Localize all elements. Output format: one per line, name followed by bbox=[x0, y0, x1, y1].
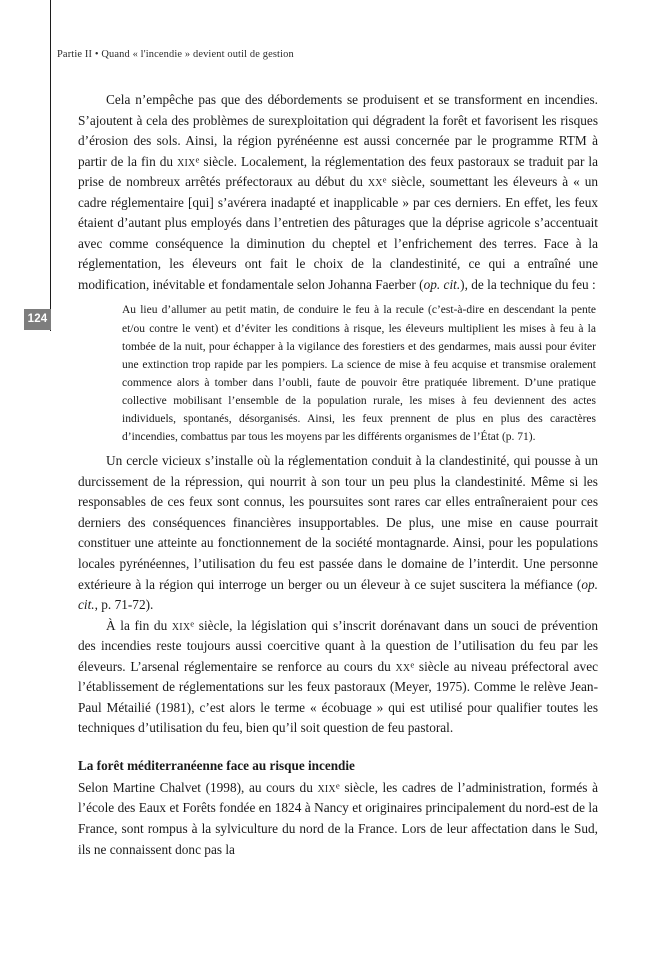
block-quotation bbox=[78, 301, 598, 446]
quotation-text: Au lieu d’allumer au petit matin, de conduire le feu à la recule (c’est-à-dire en descendant la pente et/ou contre le vent) et d’éviter les conditions à risque, les éleveurs multiplient les mises à feu à la tombée de la nuit, pour échapper à la vigilance des forestiers et des gendarmes, mais aussi pour éviter une extinction trop rapide par les pompiers. La science de mise à feu acquise et transmise oralement commence alors à tomber dans l’oubli, faute de pouvoir être pratiquée librement. D’une pratique collective mobilisant l’ensemble de la population rurale, les mises à feu deviennent des actes individuels, spontanés, désorganisés. Ainsi, les feux prennent de plus en plus des caractères d’incendies, combattus par tous les moyens par les différents organismes de l’État (p. 71). bbox=[122, 304, 596, 444]
page-number-badge: 124 bbox=[24, 309, 51, 330]
century-xx: xx bbox=[395, 658, 411, 674]
century-xix: xix bbox=[177, 153, 196, 169]
ordinal-suffix: e bbox=[335, 780, 340, 791]
century-xx: xx bbox=[367, 174, 383, 190]
text-column bbox=[78, 90, 598, 860]
ordinal-suffix: e bbox=[190, 617, 195, 628]
paragraph-4: Selon Martine Chalvet (1998), au cours du xix$^e$ siècle, les cadres de l’administration, formés à l’école des Eaux et Forêts fondée en 1824 à Nancy et originaires principalement du nord-est de la France, sont rompus à la sylviculture du nord de la France. Lors de leur affectation dans le Sud, ils ne connaissent donc pas la bbox=[78, 779, 598, 857]
ordinal-suffix: e bbox=[195, 153, 200, 164]
latin-abbrev: op. cit. bbox=[423, 276, 461, 292]
ordinal-suffix: e bbox=[410, 659, 415, 670]
page-binding-rule bbox=[50, 0, 51, 331]
ordinal-suffix: e bbox=[382, 174, 387, 185]
running-head: Partie II • Quand « l'incendie » devient outil de gestion bbox=[57, 49, 294, 60]
section-heading: La forêt méditerranéenne face au risque incendie bbox=[78, 757, 355, 773]
paragraph-1: Cela n’empêche pas que des débordements se produisent et se transforment en incendies. S’ajoutent à cela des problèmes de surexploitation qui dégradent la forêt et favorisent les risques d’érosion des sols. Ainsi, la région pyrénéenne est aussi concernée par le programme RTM à partir de la fin du xix$^e$ siècle. Localement, la réglementation des feux pastoraux se traduit par la prise de nombreux arrêtés préfectoraux au début du $xx^e$ siècle, soumettant les éleveurs à « un cadre réglementaire [qui] s’avérera inadapté et inapplicable » par ces derniers. En effet, les feux étaient d’autant plus employés dans l’entretien des pâturages que la déprise agricole s’accentuait avec comme conséquence la diminution du cheptel et l’enfrichement des terres. Face à la réglementation, les éleveurs ont fait le choix de la clandestinité, ce qui a entraîné une modification, inévitable et fondamentale selon Johanna Faerber (op. cit.), de la technique du feu : bbox=[78, 92, 598, 292]
century-xix: xix bbox=[171, 617, 191, 633]
century-xix: xix bbox=[317, 779, 336, 795]
paragraph-2: Un cercle vicieux s’installe où la réglementation conduit à la clandestinité, qui pousse à un durcissement de la répression, qui nourrit à son tour un peu plus la clandestinité. Même si les responsables de ces feux sont connus, les poursuites sont rares car elles entraîneraient pour ces derniers des conséquences financières insupportables. De plus, une mise en cause pourrait constituer une atteinte au fonctionnement de la société montagnarde. Ainsi, pour les populations locales pyrénéennes, l’utilisation du feu est passée dans le domaine de l’interdit. Une personne extérieure à la région qui interroge un berger ou un éleveur à ce sujet suscitera la méfiance (op. cit., p. 71-72). bbox=[78, 453, 598, 613]
paragraph-3: À la fin du xix$^e$ siècle, la législation qui s’inscrit dorénavant dans un souci de prévention des incendies reste toujours aussi coercitive quant à la question de l’utilisation du feu par les éleveurs. L’arsenal réglementaire se renforce au cours du $xx^e$ siècle au niveau préfectoral avec l’établissement de réglementations sur les feux pastoraux (Meyer, 1975). Comme le relève Jean-Paul Métailié (1981), c’est alors le terme « écobuage » qui est utilisé pour qualifier toutes les techniques d’utilisation du feu, bien qu’il soit question de feu pastoral. bbox=[78, 617, 598, 736]
latin-abbrev: op. cit. bbox=[78, 576, 598, 613]
